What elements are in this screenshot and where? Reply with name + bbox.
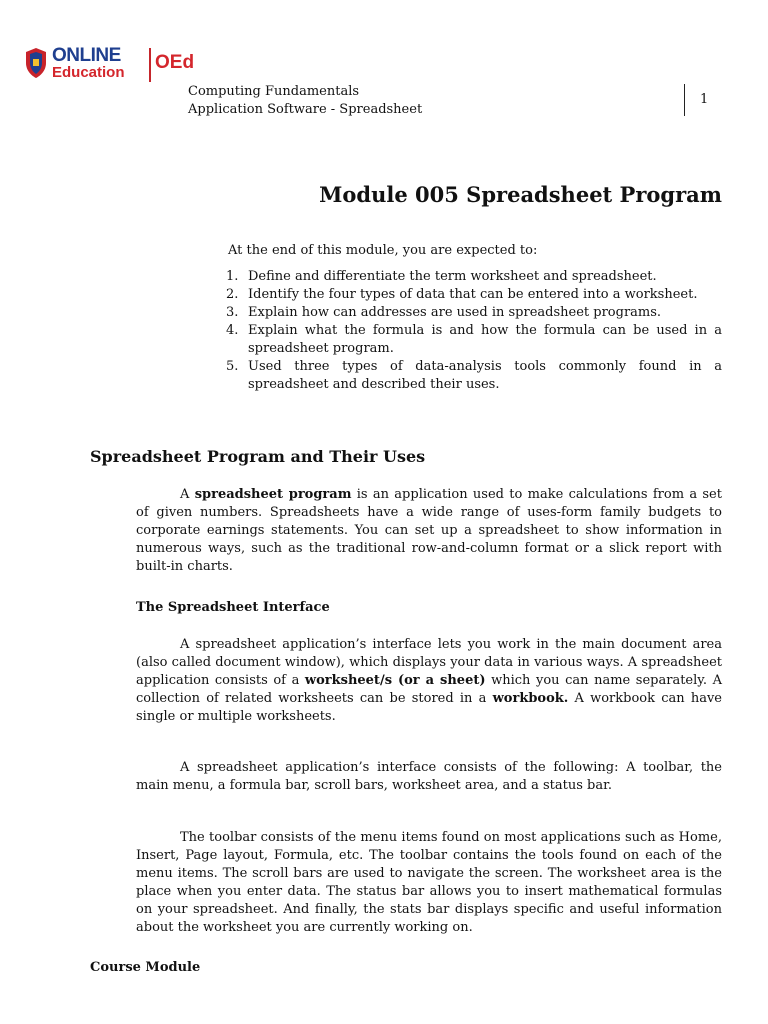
objective-text: Used three types of data-analysis tools commonly found in a spreadsheet and described their uses. bbox=[248, 359, 722, 392]
objective-number: 4. bbox=[226, 323, 239, 338]
objective-text: Identify the four types of data that can be entered into a worksheet. bbox=[248, 287, 698, 302]
paragraph-interface-3: The toolbar consists of the menu items found on most applications such as Home, Insert, Page layout, Formula, etc. The toolbar contains the tools found on each of the menu items. The scroll bars are used to navigate the screen. The worksheet area is the place when you enter data. The status bar allows you to insert mathematical formulas on your spreadsheet. And finally, the stats bar displays specific and useful information about the worksheet you are currently working on. bbox=[136, 830, 722, 935]
logo-oed-text: OEd bbox=[155, 52, 195, 73]
section-heading-uses: Spreadsheet Program and Their Uses bbox=[90, 447, 426, 466]
logo-divider bbox=[149, 48, 151, 82]
shield-emblem-icon bbox=[24, 47, 48, 79]
term-spreadsheet-program: spreadsheet program bbox=[194, 487, 352, 502]
objective-item bbox=[226, 304, 722, 322]
logo-education-text: Education bbox=[52, 64, 125, 81]
term-workbook: workbook. bbox=[492, 691, 569, 706]
objective-number: 5. bbox=[226, 359, 239, 374]
paragraph-uses: A spreadsheet program is an application used to make calculations from a set of given numbers. Spreadsheets have a wide range of uses-form family budgets to corporate earnings statements. You can set up a spreadsheet to show information in numerous ways, such as the traditional row-and-column format or a slick report with built-in charts. bbox=[136, 487, 722, 574]
header-subject: Application Software - Spreadsheet bbox=[188, 102, 423, 117]
logo-online-text: ONLINE bbox=[52, 45, 121, 66]
section-heading-interface: The Spreadsheet Interface bbox=[136, 600, 330, 615]
header-course: Computing Fundamentals bbox=[188, 84, 360, 99]
objectives-list bbox=[226, 268, 722, 394]
objective-item bbox=[226, 268, 722, 286]
objectives-intro: At the end of this module, you are expected to: bbox=[228, 243, 538, 258]
objective-number: 3. bbox=[226, 305, 239, 320]
paragraph-interface-1: A spreadsheet application’s interface lets you work in the main document area (also called document window), which displays your data in various ways. A spreadsheet application consists of a worksheet/s (or a sheet) which you can name separately. A collection of related worksheets can be stored in a workbook. A workbook can have single or multiple worksheets. bbox=[136, 637, 722, 724]
objective-text: Explain what the formula is and how the formula can be used in a spreadsheet program. bbox=[248, 323, 722, 356]
objective-number: 2. bbox=[226, 287, 239, 302]
objective-text: Define and differentiate the term worksheet and spreadsheet. bbox=[248, 269, 657, 284]
footer-course-module: Course Module bbox=[90, 960, 201, 975]
page-number: 1 bbox=[700, 92, 709, 107]
objective-item bbox=[226, 358, 722, 394]
objective-item bbox=[226, 322, 722, 358]
page-title: Module 005 Spreadsheet Program bbox=[319, 182, 722, 207]
term-worksheet: worksheet/s (or a sheet) bbox=[304, 673, 486, 688]
paragraph-interface-2: A spreadsheet application’s interface consists of the following: A toolbar, the main menu, a formula bar, scroll bars, worksheet area, and a status bar. bbox=[136, 760, 722, 793]
objective-number: 1. bbox=[226, 269, 239, 284]
objective-item bbox=[226, 286, 722, 304]
header-divider bbox=[684, 84, 685, 116]
objective-text: Explain how can addresses are used in spreadsheet programs. bbox=[248, 305, 662, 320]
logo bbox=[24, 44, 195, 84]
